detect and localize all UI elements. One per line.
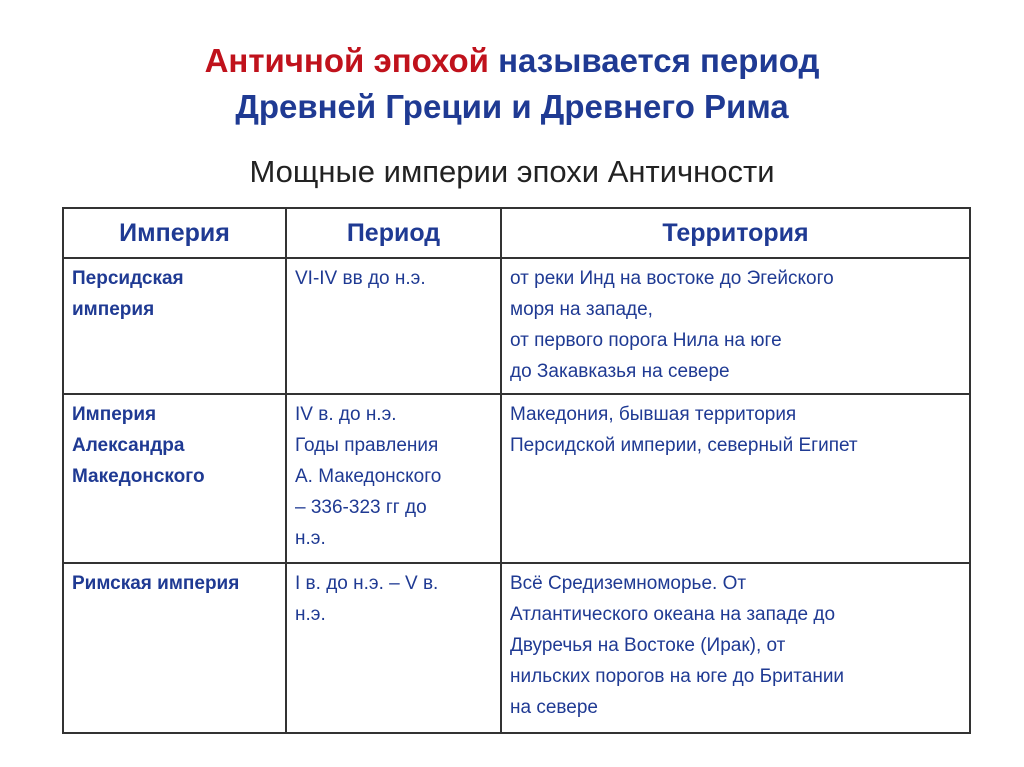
period-line: IV в. до н.э. (295, 404, 397, 425)
territory-cell (501, 563, 970, 733)
territory-line: Атлантического океана на западе до (510, 604, 836, 625)
empire-line: Персидская (72, 268, 184, 289)
table-row (63, 394, 970, 563)
table-row (63, 563, 970, 733)
territory-line: на севере (510, 697, 598, 718)
period-cell (286, 258, 501, 394)
empire-line: империя (72, 299, 155, 320)
territory-line: Македония, бывшая территория (510, 404, 797, 425)
empire-line: Империя (72, 404, 157, 425)
period-line: н.э. (295, 604, 326, 625)
header-empire: Империя (63, 208, 286, 258)
table-row (63, 258, 970, 394)
territory-line: нильских порогов на юге до Британии (510, 666, 845, 687)
territory-line: от реки Инд на востоке до Эгейского (510, 268, 834, 289)
period-line: Годы правления (295, 435, 439, 456)
slide-subtitle: Мощные империи эпохи Античности (249, 154, 775, 189)
territory-line: моря на западе, (510, 299, 653, 320)
period-line: н.э. (295, 528, 326, 549)
territory-line: Всё Средиземноморье. От (510, 573, 747, 594)
empire-line: Александра (72, 435, 185, 456)
empire-line: Македонского (72, 466, 205, 487)
period-line: VI-IV вв до н.э. (295, 268, 426, 289)
period-line: – 336-323 гг до (295, 497, 427, 518)
empire-cell (63, 258, 286, 394)
title-accent: Античной эпохой (204, 42, 489, 79)
empire-cell (63, 394, 286, 563)
territory-line: до Закавказья на севере (510, 361, 730, 382)
territory-cell (501, 258, 970, 394)
territory-line: от первого порога Нила на юге (510, 330, 782, 351)
period-cell (286, 563, 501, 733)
territory-line: Двуречья на Востоке (Ирак), от (510, 635, 786, 656)
title-rest-line1: называется период (488, 42, 820, 79)
territory-line: Персидской империи, северный Египет (510, 435, 858, 456)
header-period: Период (286, 208, 501, 258)
header-territory: Территория (501, 208, 970, 258)
empire-line: Римская империя (72, 573, 240, 594)
slide-title (0, 38, 1024, 130)
title-line2: Древней Греции и Древнего Рима (235, 88, 789, 125)
period-cell (286, 394, 501, 563)
territory-cell (501, 394, 970, 563)
period-line: А. Македонского (295, 466, 442, 487)
empires-table (62, 207, 971, 734)
period-line: I в. до н.э. – V в. (295, 573, 439, 594)
empire-cell (63, 563, 286, 733)
table-header-row (63, 208, 970, 258)
